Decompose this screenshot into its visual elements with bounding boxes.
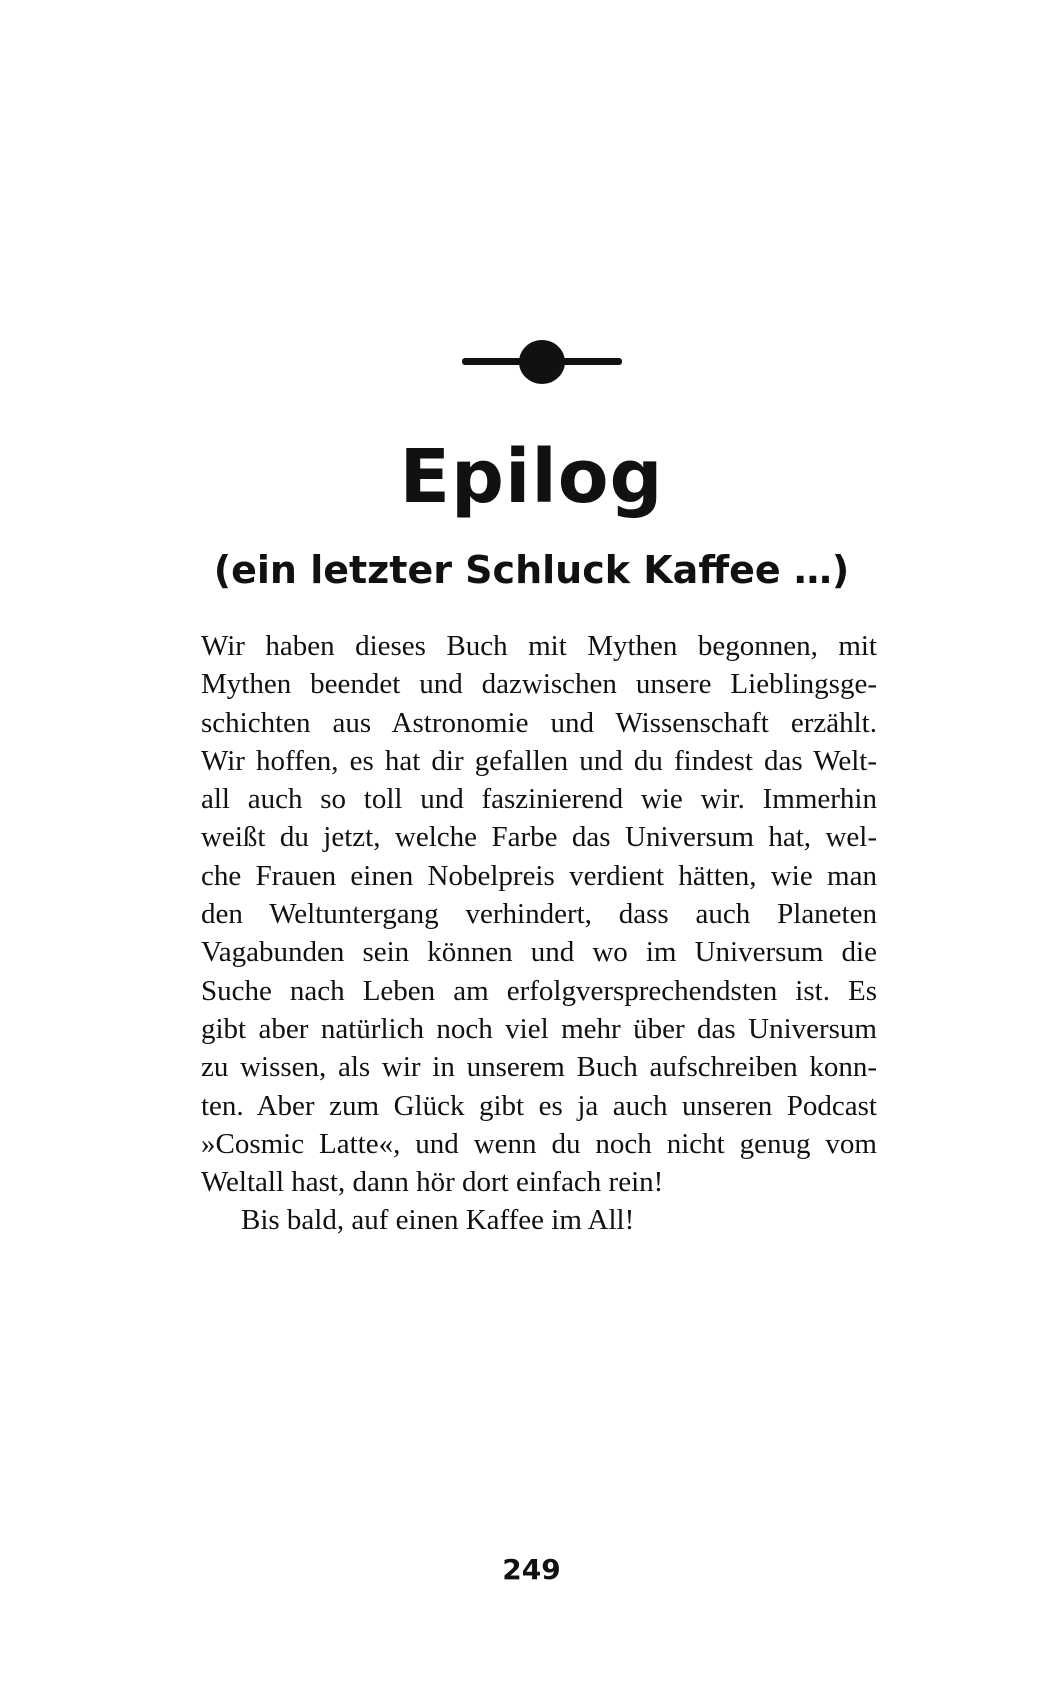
- text-line: Mythen beendet und dazwischen unsere Lieblingsge-: [201, 668, 877, 701]
- text-line: Wir haben dieses Buch mit Mythen begonnen, mit: [201, 630, 877, 662]
- text-line: che Frauen einen Nobelpreis verdient hätten, wie man: [201, 859, 877, 892]
- text-line: schichten aus Astronomie und Wissenschaft erzählt.: [201, 706, 877, 739]
- text-line: Vagabunden sein können und wo im Universum die: [201, 936, 877, 969]
- chapter-title: Epilog: [399, 434, 664, 520]
- text-line: »Cosmic Latte«, und wenn du noch nicht genug vom: [201, 1127, 877, 1160]
- body-text: [201, 627, 877, 1240]
- page-number: 249: [502, 1553, 561, 1586]
- text-line: Weltall hast, dann hör dort einfach rein!: [201, 1166, 664, 1199]
- chapter-subtitle: (ein letzter Schluck Kaffee …): [213, 548, 850, 592]
- text-line: Suche nach Leben am erfolgversprechendsten ist. Es: [201, 974, 877, 1007]
- text-line: weißt du jetzt, welche Farbe das Universum hat, wel-: [201, 821, 877, 854]
- text-line: Wir hoffen, es hat dir gefallen und du findest das Welt-: [201, 744, 877, 777]
- ornament-disc: [519, 340, 565, 384]
- chapter-ornament-icon: [462, 340, 622, 384]
- text-line: ten. Aber zum Glück gibt es ja auch unseren Podcast: [201, 1089, 877, 1122]
- text-line: zu wissen, als wir in unserem Buch aufschreiben konn-: [201, 1051, 877, 1084]
- text-line: all auch so toll und faszinierend wie wir. Immerhin: [201, 783, 877, 816]
- closing-line: Bis bald, auf einen Kaffee im All!: [241, 1204, 635, 1237]
- text-line: den Weltuntergang verhindert, dass auch Planeten: [201, 898, 877, 931]
- text-line: gibt aber natürlich noch viel mehr über das Universum: [201, 1012, 877, 1045]
